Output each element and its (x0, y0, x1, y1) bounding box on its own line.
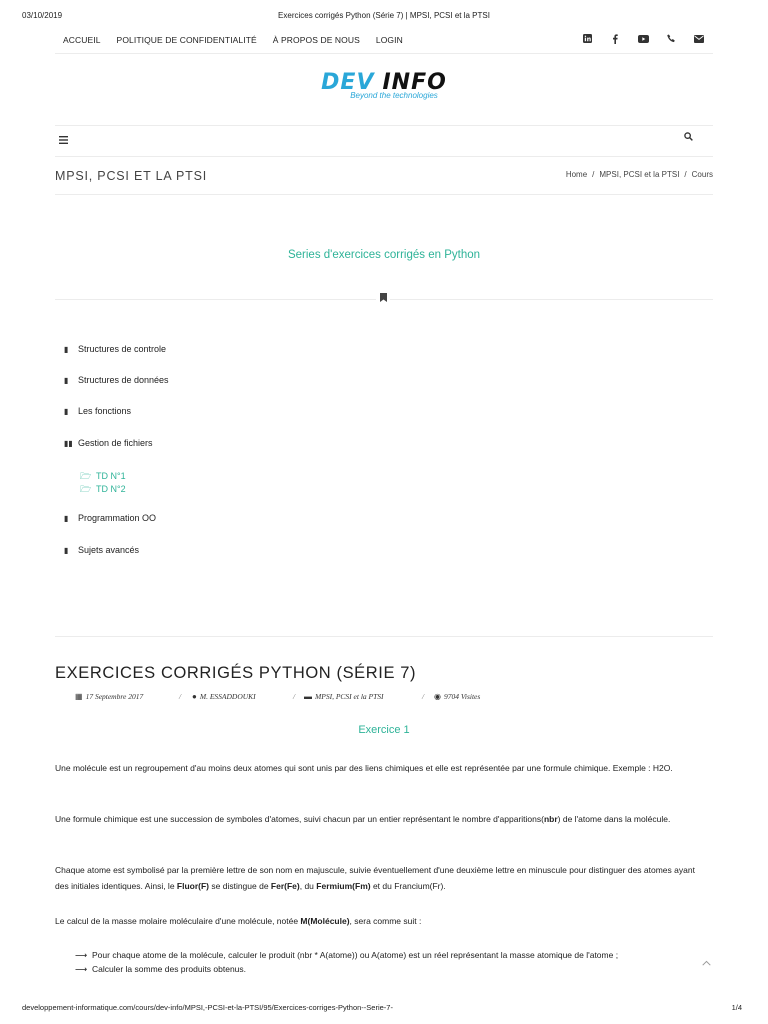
youtube-icon[interactable] (629, 35, 657, 46)
paragraph-4: Le calcul de la masse molaire moléculaire d'une molécule, notée M(Molécule), sera comme suit : (55, 916, 422, 926)
breadcrumb: Home / MPSI, PCSI et la PTSI / Cours (565, 170, 713, 179)
breadcrumb-category[interactable]: MPSI, PCSI et la PTSI (599, 170, 680, 179)
folder-open-icon: 🗁 (80, 471, 92, 481)
facebook-icon[interactable] (601, 34, 629, 47)
print-url: developpement-informatique.com/cours/dev-info/MPSI,-PCSI-et-la-PTSI/95/Exercices-corriges-Python--Serie-7- (22, 1003, 393, 1012)
search-icon[interactable] (684, 132, 693, 144)
print-header (0, 11, 768, 23)
toc-item-programmation-oo[interactable]: ▮ Programmation OO (64, 513, 157, 523)
list-item: ⟶ Calculer la somme des produits obtenus. (75, 964, 247, 974)
open-book-icon: ▮▮ (64, 439, 73, 448)
calendar-icon: ▦ (75, 692, 83, 701)
meta-author[interactable]: ● M. ESSADDOUKI (192, 692, 256, 701)
series-title: Series d'exercices corrigés en Python (287, 249, 481, 261)
paragraph-1: Une molécule est un regroupement d'au moins deux atomes qui sont unis par des liens chimiques et elle est représentée par une formule chimique. Exemple : H2O. (55, 763, 673, 773)
folder-open-icon: 🗁 (80, 484, 92, 494)
scroll-to-top-icon[interactable] (702, 958, 711, 969)
article-title: EXERCICES CORRIGÉS PYTHON (SÉRIE 7) (55, 664, 417, 682)
folder-icon: ▬ (304, 692, 312, 701)
article-divider (55, 636, 713, 637)
logo-dev: DEV (321, 70, 375, 95)
logo-info: INFO (382, 70, 447, 95)
book-icon: ▮ (64, 376, 69, 385)
page-heading (55, 158, 713, 195)
arrow-right-icon: ⟶ (75, 964, 88, 974)
toc-subitem-td2[interactable]: 🗁 TD N°2 (80, 482, 126, 498)
book-icon: ▮ (64, 546, 69, 555)
article-meta: ▦ 17 Septembre 2017 / ● M. ESSADDOUKI / ▬ MPSI, PCSI et la PTSI / ◉ 9704 Visites (75, 692, 481, 701)
toc-subitem-td1[interactable]: 🗁 TD N°1 (80, 469, 126, 485)
toc-item-sujets-avances[interactable]: ▮ Sujets avancés (64, 545, 140, 555)
page-title: MPSI, PCSI ET LA PTSI (55, 169, 208, 183)
nav-link-login[interactable]: LOGIN (375, 35, 403, 45)
toc-item-structures-donnees[interactable]: ▮ Structures de données (64, 375, 169, 385)
toc-item-structures-controle[interactable]: ▮ Structures de controle (64, 344, 167, 354)
print-page-number: 1/4 (731, 1003, 742, 1012)
bookmark-icon (376, 293, 390, 307)
eye-icon: ◉ (434, 692, 441, 701)
exercise-title: Exercice 1 (358, 724, 410, 736)
meta-date: ▦ 17 Septembre 2017 (75, 692, 144, 701)
toc-item-gestion-fichiers[interactable]: ▮▮ Gestion de fichiers (64, 438, 153, 448)
user-icon: ● (192, 692, 197, 701)
print-footer (0, 1003, 768, 1015)
menu-bar (55, 125, 713, 157)
book-icon: ▮ (64, 514, 69, 523)
meta-visits: ◉ 9704 Visites (434, 692, 481, 701)
book-icon: ▮ (64, 407, 69, 416)
top-navigation (55, 27, 713, 54)
print-title: Exercices corrigés Python (Série 7) | MPSI, PCSI et la PTSI (278, 11, 490, 20)
nav-link-about[interactable]: À PROPOS DE NOUS (272, 35, 360, 45)
breadcrumb-home[interactable]: Home (565, 170, 588, 179)
email-icon[interactable] (685, 35, 713, 46)
list-item: ⟶ Pour chaque atome de la molécule, calculer le produit (nbr * A(atome)) ou A(atome) est un réel représentant la masse atomique de l'atome ; (75, 950, 619, 960)
arrow-right-icon: ⟶ (75, 950, 88, 960)
breadcrumb-cours[interactable]: Cours (691, 170, 713, 179)
linkedin-icon[interactable] (573, 34, 601, 46)
hamburger-icon[interactable] (59, 133, 68, 147)
bullet-list (75, 948, 715, 976)
paragraph-3: Chaque atome est symbolisé par la première lettre de son nom en majuscule, suivie éventuellement d'une deuxième lettre en minuscule pour distinguer des atomes ayant des initiales identiques. Ainsi, le Fluor(F) se distingue de Fer(Fe), du Fermium(Fm) et du Francium(Fr). (55, 865, 695, 891)
nav-link-privacy[interactable]: POLITIQUE DE CONFIDENTIALITÉ (116, 35, 257, 45)
print-date: 03/10/2019 (22, 11, 63, 20)
toc-item-fonctions[interactable]: ▮ Les fonctions (64, 406, 132, 416)
nav-link-accueil[interactable]: ACCUEIL (63, 35, 101, 45)
book-icon: ▮ (64, 345, 69, 354)
phone-icon[interactable] (657, 34, 685, 46)
site-logo[interactable] (0, 70, 768, 100)
meta-category[interactable]: ▬ MPSI, PCSI et la PTSI (304, 692, 384, 701)
paragraph-2: Une formule chimique est une succession de symboles d'atomes, suivi chacun par un entier représentant le nombre d'apparitions(nbr) de l'atome dans la molécule. (55, 814, 671, 824)
logo-tagline: Beyond the technologies (350, 91, 438, 100)
